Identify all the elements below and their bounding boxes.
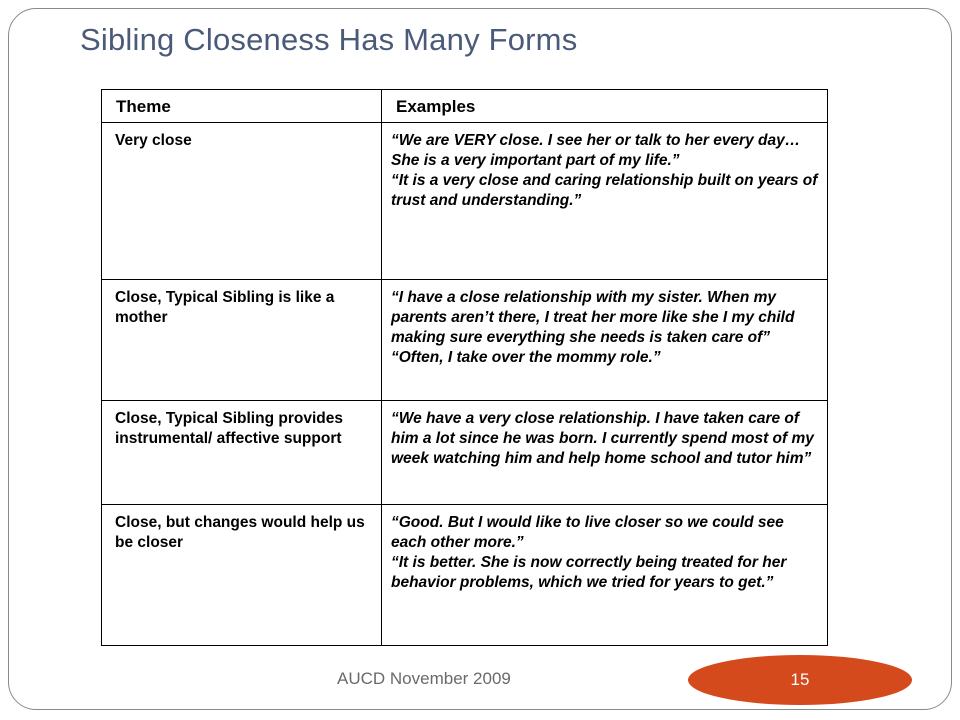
theme-cell: Very close bbox=[102, 123, 382, 280]
examples-cell bbox=[382, 401, 828, 505]
page-number-badge bbox=[688, 655, 912, 705]
table-row bbox=[102, 505, 828, 646]
page-number: 15 bbox=[790, 670, 810, 689]
slide-title: Sibling Closeness Has Many Forms bbox=[80, 22, 578, 57]
theme-cell: Close, but changes would help us be closer bbox=[102, 505, 382, 646]
footer-text: AUCD November 2009 bbox=[337, 669, 511, 688]
examples-cell bbox=[382, 123, 828, 280]
examples-cell bbox=[382, 280, 828, 401]
table-row bbox=[102, 401, 828, 505]
table-row bbox=[102, 123, 828, 280]
example-quote: “It is better. She is now correctly being treated for her behavior problems, which we tried for years to get.” bbox=[391, 554, 787, 591]
theme-cell: Close, Typical Sibling provides instrumental/ affective support bbox=[102, 401, 382, 505]
themes-table bbox=[101, 89, 828, 646]
table-row bbox=[102, 280, 828, 401]
example-quote: “We are VERY close. I see her or talk to her every day…She is a very important part of my life.” bbox=[391, 132, 801, 169]
example-quote: “We have a very close relationship. I have taken care of him a lot since he was born. I currently spend most of my week watching him and help home school and tutor him” bbox=[391, 410, 814, 467]
header-theme: Theme bbox=[102, 90, 382, 123]
header-examples: Examples bbox=[382, 90, 828, 123]
table-header-row bbox=[102, 90, 828, 123]
example-quote: “Good. But I would like to live closer so we could see each other more.” bbox=[391, 514, 784, 551]
theme-cell: Close, Typical Sibling is like a mother bbox=[102, 280, 382, 401]
examples-cell bbox=[382, 505, 828, 646]
example-quote: “It is a very close and caring relationship built on years of trust and understanding.” bbox=[391, 172, 818, 209]
example-quote: “I have a close relationship with my sister. When my parents aren’t there, I treat her more like she I my child making sure everything she needs is taken care of” bbox=[391, 289, 795, 346]
example-quote: “Often, I take over the mommy role.” bbox=[391, 349, 661, 366]
